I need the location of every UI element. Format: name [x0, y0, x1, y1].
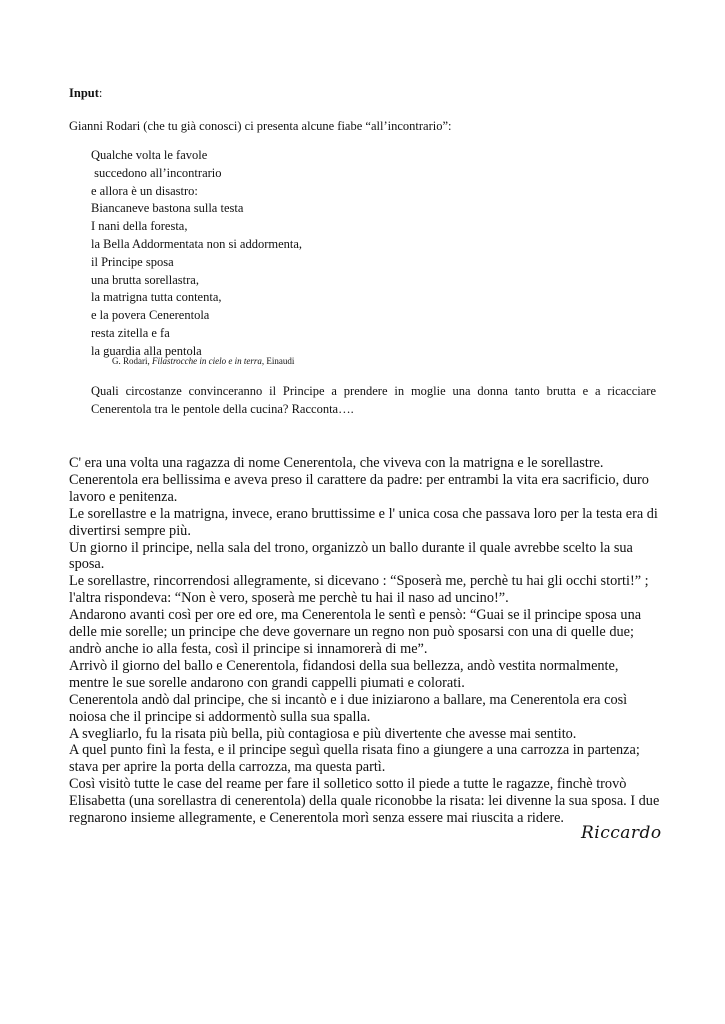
poem-line: Biancaneve bastona sulla testa [91, 201, 244, 216]
poem-line: Qualche volta le favole [91, 148, 208, 162]
poem-line: succedono all’incontrario [91, 165, 222, 180]
input-heading [69, 86, 102, 101]
story-text [69, 455, 661, 827]
poem-line: il Principe sposa [91, 254, 174, 269]
poem-line: una brutta sorellastra, [91, 272, 199, 287]
story-paragraph: Un giorno il principe, nella sala del trono, organizzò un ballo durante il quale avrebbe scelto la sua sposa. [69, 539, 633, 573]
poem-line: la matrigna tutta contenta, [91, 290, 222, 305]
poem-line: resta zitella e fa [91, 325, 170, 340]
poem-line: I nani della foresta, [91, 219, 188, 234]
citation-author: G. Rodari, [112, 356, 152, 366]
story-paragraph: A svegliarlo, fu la risata più bella, più contagiosa e più divertente che avesse mai sentito. [69, 725, 577, 742]
poem-line: e allora è un disastro: [91, 183, 198, 198]
citation-publisher: , Einaudi [261, 356, 295, 366]
story-paragraph: C' era una volta una ragazza di nome Cenerentola, che viveva con la matrigna e le sorellastre. [69, 455, 604, 471]
story-paragraph: A quel punto finì la festa, e il principe seguì quella risata fino a giungere a una carrozza in partenza; stava per aprire la porta della carrozza, ma questa partì. [69, 742, 640, 776]
poem [91, 147, 302, 361]
poem-line: e la povera Cenerentola [91, 308, 210, 323]
assignment-question: Quali circostanze convinceranno il Principe a prendere in moglie una donna tanto brutta e a ricacciare Cenerentola tra le pentole della cucina? Racconta…. [91, 384, 656, 416]
input-label: Input [69, 86, 99, 100]
story-paragraph: Le sorellastre e la matrigna, invece, erano bruttissime e l' unica cosa che passava loro per la testa era di divertirsi sempre più. [69, 505, 658, 539]
poem-line: la guardia alla pentola [91, 343, 202, 358]
input-colon: : [98, 86, 103, 100]
author-signature: Riccardo [581, 823, 662, 843]
citation-work: Filastrocche in cielo e in terra [152, 356, 262, 366]
intro-text: Gianni Rodari (che tu già conosci) ci presenta alcune fiabe “all’incontrario”: [69, 119, 452, 133]
story-paragraph: Cenerentola andò dal principe, che si incantò e i due iniziarono a ballare, ma Cenerentola era così noiosa che il principe si addormentò sulla sua spalla. [69, 691, 628, 725]
poem-line: la Bella Addormentata non si addormenta, [91, 236, 303, 251]
poem-citation [112, 356, 294, 366]
story-paragraph: Cenerentola era bellissima e aveva preso il carattere da padre: per entrambi la vita era sacrificio, duro lavoro e penitenza. [69, 471, 649, 505]
story-paragraph: Le sorellastre, rincorrendosi allegramente, si dicevano : “Sposerà me, perchè tu hai gli occhi storti!” ; l'altra rispondeva: “Non è vero, sposerà me perchè tu hai il naso ad uncino!”. [69, 573, 649, 607]
story-paragraph: Arrivò il giorno del ballo e Cenerentola, fidandosi della sua bellezza, andò vestita normalmente, mentre le sue sorelle andarono con grandi cappelli piumati e colorati. [69, 657, 619, 691]
story-paragraph: Andarono avanti così per ore ed ore, ma Cenerentola le sentì e pensò: “Guai se il principe sposa una delle mie sorelle; un principe che deve governare un regno non può sposarsi con una di quelle due; andrò anche io alla festa, così il principe si innamorerà di me”. [69, 607, 642, 657]
story-paragraph: Così visitò tutte le case del reame per fare il solletico sotto il piede a tutte le ragazze, finchè trovò Elisabetta (una sorellastra di cenerentola) della quale riconobbe la risata: lei divenne la sua sposa. I due regnarono insieme allegramente, e Cenerentola morì senza essere mai riuscita a ridere. [69, 776, 660, 827]
